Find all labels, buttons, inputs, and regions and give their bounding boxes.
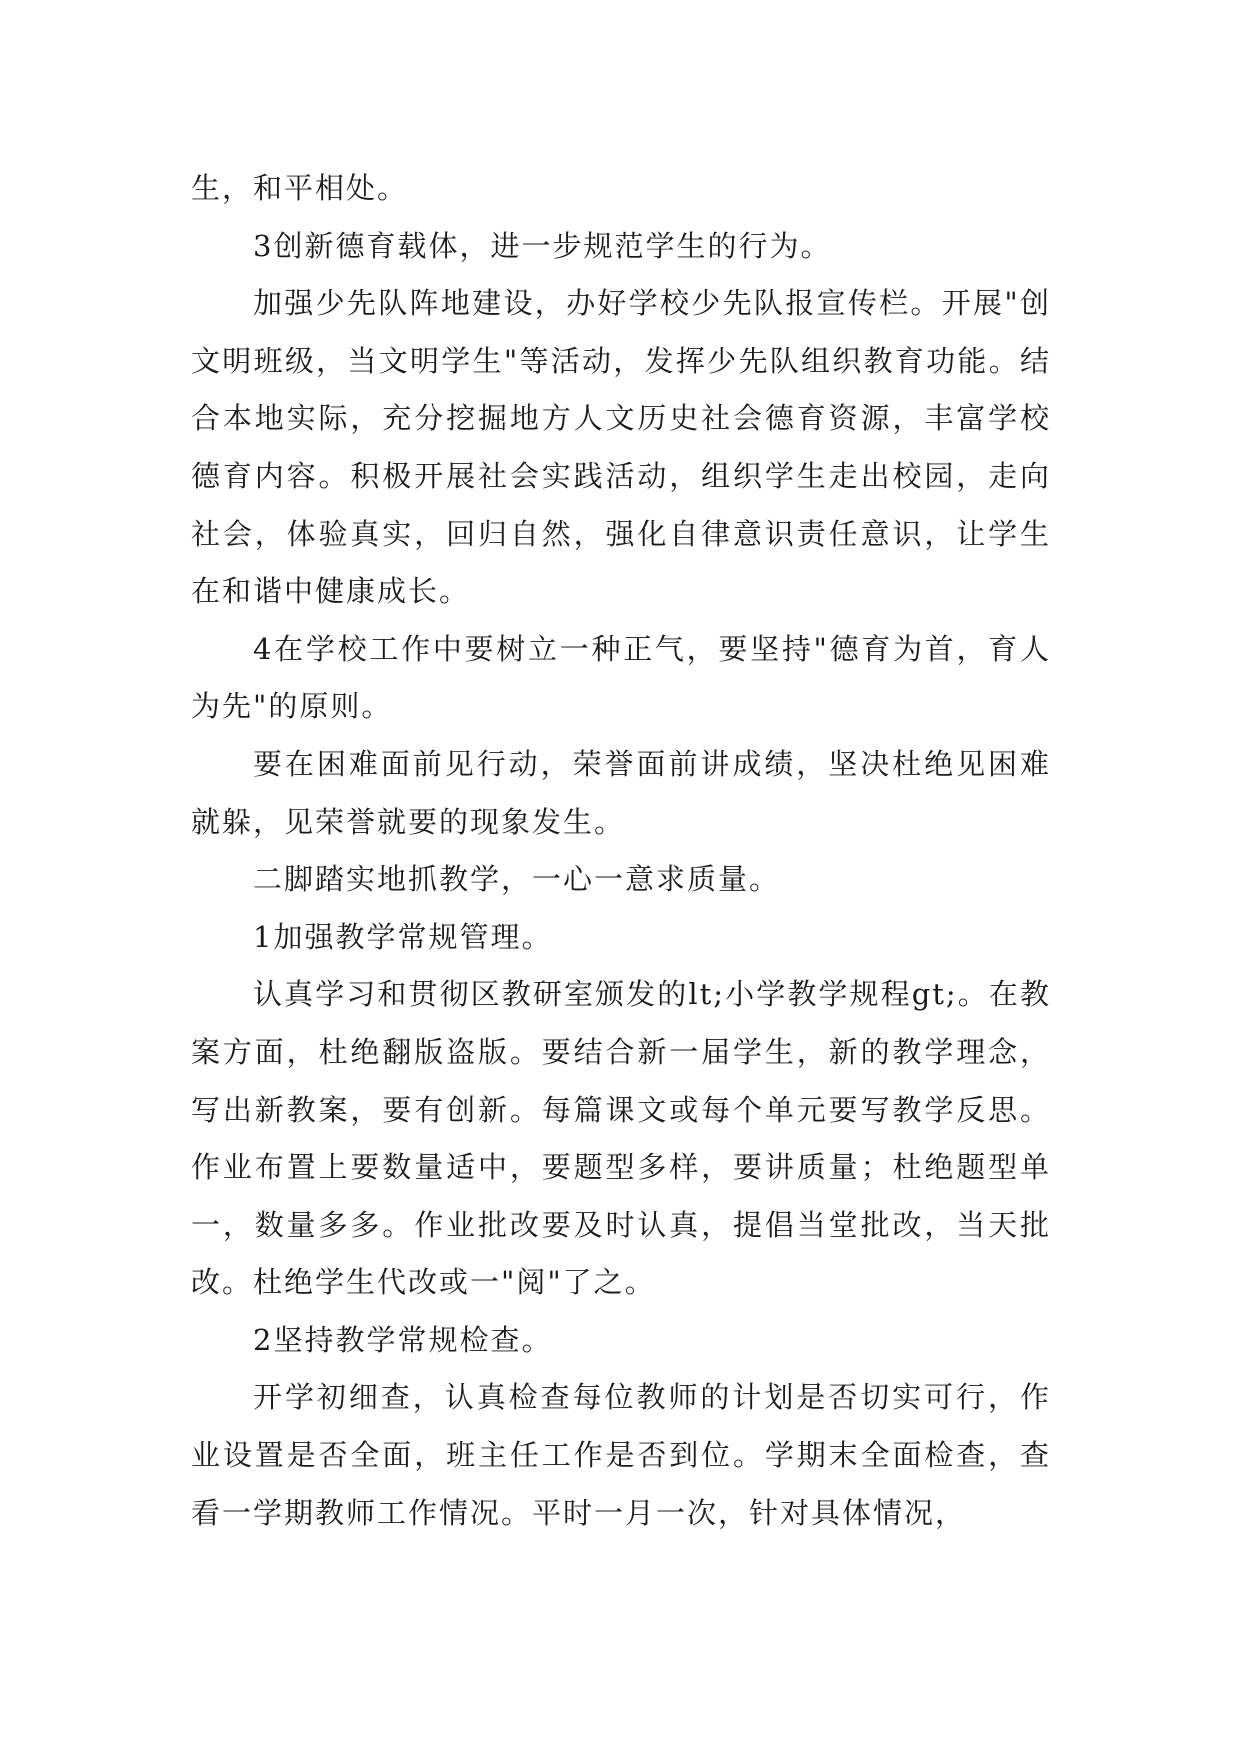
paragraph-8: 认真学习和贯彻区教研室颁发的lt;小学教学规程gt;。在教案方面，杜绝翻版盗版。要结合新一届学生，新的教学理念，写出新教案，要有创新。每篇课文或每个单元要写教学反思。作业布置上要数量适中，要题型多样，要讲质量；杜绝题型单一，数量多多。作业批改要及时认真，提倡当堂批改，当天批改。杜绝学生代改或一"阅"了之。 [191,977,1051,1300]
paragraph-10: 开学初细查，认真检查每位教师的计划是否切实可行，作业设置是否全面，班主任工作是否到位。学期末全面检查，查看一学期教师工作情况。平时一月一次，针对具体情况， [191,1380,1051,1530]
paragraph-7: 1加强教学常规管理。 [253,919,553,954]
paragraph-6: 二脚踏实地抓教学，一心一意求质量。 [253,862,781,897]
paragraph-9: 2坚持教学常规检查。 [253,1322,553,1357]
paragraph-4: 4在学校工作中要树立一种正气，要坚持"德育为首，育人为先"的原则。 [191,631,1051,724]
paragraph-5: 要在困难面前见行动，荣誉面前讲成绩，坚决杜绝见困难就躲，见荣誉就要的现象发生。 [191,746,1051,839]
paragraph-1: 生，和平相处。 [191,171,409,205]
paragraph-3: 加强少先队阵地建设，办好学校少先队报宣传栏。开展"创文明班级，当文明学生"等活动，发挥少先队组织教育功能。结合本地实际，充分挖掘地方人文历史社会德育资源，丰富学校德育内容。积极开展社会实践活动，组织学生走出校园，走向社会，体验真实，回归自然，强化自律意识责任意识，让学生在和谐中健康成长。 [191,286,1051,609]
document-body [191,160,1051,1542]
paragraph-2: 3创新德育载体，进一步规范学生的行为。 [253,228,832,263]
